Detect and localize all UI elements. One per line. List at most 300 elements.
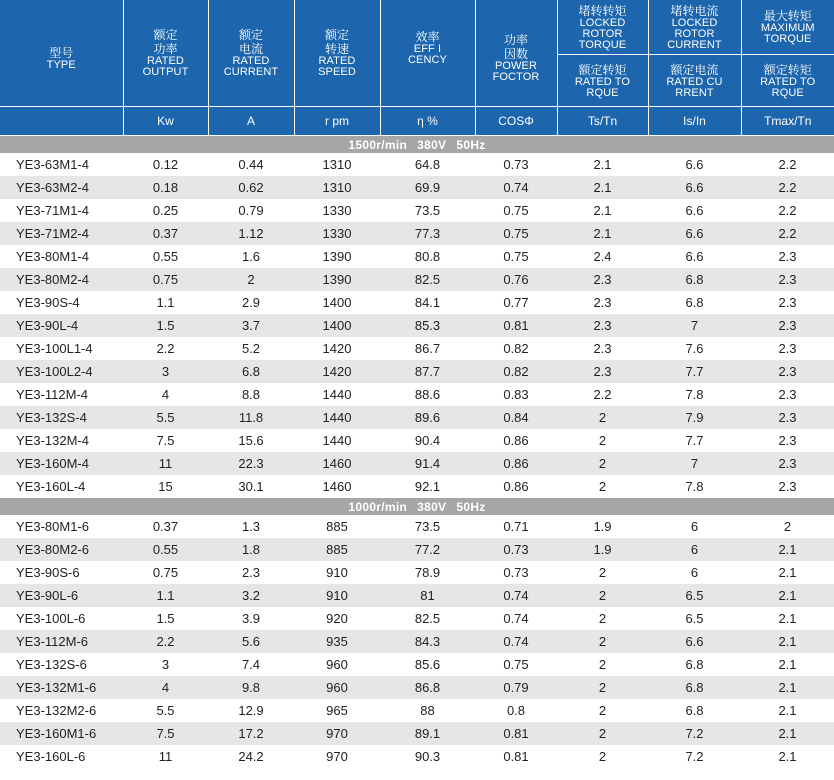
- value-cell: 0.75: [475, 222, 557, 245]
- value-cell: 2.3: [778, 249, 797, 264]
- model-cell: YE3-63M1-4: [16, 157, 89, 172]
- section-header: [0, 498, 834, 515]
- value-cell: 2.1: [778, 611, 797, 626]
- value-cell: 0.81: [475, 722, 557, 745]
- value-cell: 3.7: [208, 314, 294, 337]
- value-cell: 0.79: [238, 203, 264, 218]
- header-rated-output: [123, 0, 208, 107]
- header-output-zh1: 额定: [153, 28, 178, 42]
- unit-lrt: Ts/Tn: [557, 107, 648, 136]
- value-cell: 0.84: [475, 406, 557, 429]
- value-cell: 85.3: [380, 314, 475, 337]
- value-cell: 2.1: [741, 584, 834, 607]
- value-cell: 6.6: [685, 203, 704, 218]
- value-cell: 1.1: [123, 584, 208, 607]
- value-cell: 3: [161, 657, 170, 672]
- table-row: [0, 630, 834, 653]
- section-header-row: [0, 498, 834, 515]
- value-cell: 1.9: [593, 519, 612, 534]
- value-cell: 84.3: [380, 630, 475, 653]
- model-cell: YE3-160M1-6: [0, 722, 123, 745]
- model-cell: YE3-160L-4: [16, 479, 86, 494]
- value-cell: 0.75: [503, 203, 529, 218]
- value-cell: 1390: [322, 249, 352, 264]
- value-cell: 0.37: [123, 222, 208, 245]
- value-cell: 2.1: [778, 565, 797, 580]
- header-eff-en2: CENCY: [407, 54, 447, 66]
- value-cell: 2: [557, 452, 648, 475]
- table-row: [0, 722, 834, 745]
- value-cell: 7.4: [241, 657, 261, 672]
- value-cell: 1420: [294, 360, 380, 383]
- value-cell: 6: [690, 519, 699, 534]
- header-lrt-sub-en2: RQUE: [586, 86, 619, 99]
- value-cell: 4: [161, 387, 170, 402]
- value-cell: 2.3: [741, 268, 834, 291]
- value-cell: 0.37: [152, 519, 179, 534]
- value-cell: 2.3: [741, 406, 834, 429]
- model-cell: YE3-100L1-4: [16, 341, 93, 356]
- header-eff-zh: 效率: [415, 30, 440, 44]
- table-row: [0, 360, 834, 383]
- value-cell: 2.1: [778, 749, 797, 764]
- value-cell: 2.1: [741, 630, 834, 653]
- value-cell: 2.3: [741, 314, 834, 337]
- value-cell: 89.6: [380, 406, 475, 429]
- header-current-en2: CURRENT: [223, 66, 279, 78]
- value-cell: 2: [557, 406, 648, 429]
- value-cell: 12.9: [238, 703, 264, 718]
- value-cell: 2: [557, 676, 648, 699]
- value-cell: 11: [123, 452, 208, 475]
- model-cell: YE3-112M-6: [0, 630, 123, 653]
- value-cell: 89.1: [380, 722, 475, 745]
- value-cell: 0.71: [503, 519, 529, 534]
- section-voltage: 380V: [417, 499, 447, 514]
- header-lrc-en1: LOCKED: [671, 16, 718, 29]
- header-lrt-ratio: [557, 55, 648, 107]
- value-cell: 7.5: [123, 722, 208, 745]
- table-row: [0, 153, 834, 176]
- value-cell: 8.8: [241, 387, 261, 402]
- value-cell: 885: [326, 519, 348, 534]
- value-cell: 3.2: [208, 584, 294, 607]
- value-cell: 2.1: [557, 222, 648, 245]
- header-pf-zh1: 功率: [503, 33, 528, 47]
- header-speed-zh1: 额定: [324, 28, 349, 42]
- value-cell: 960: [326, 657, 348, 672]
- section-voltage: 380V: [417, 137, 447, 152]
- header-efficiency: [380, 0, 475, 107]
- header-pf-en2: FOCTOR: [492, 71, 540, 83]
- value-cell: 1390: [294, 268, 380, 291]
- table-row: [0, 337, 834, 360]
- header-lrc-en2: ROTOR: [674, 27, 715, 40]
- header-speed-zh2: 转速: [324, 42, 349, 56]
- value-cell: 6.5: [648, 584, 741, 607]
- value-cell: 7: [648, 314, 741, 337]
- value-cell: 6.6: [648, 222, 741, 245]
- value-cell: 5.5: [123, 406, 208, 429]
- header-max-zh: 最大转矩: [763, 9, 812, 23]
- table-row: [0, 538, 834, 561]
- value-cell: 2.1: [741, 538, 834, 561]
- model-cell: YE3-90S-4: [16, 295, 80, 310]
- model-cell: YE3-90S-6: [16, 565, 80, 580]
- section-header: [0, 136, 834, 154]
- value-cell: 5.2: [241, 341, 261, 356]
- value-cell: 965: [326, 703, 348, 718]
- header-output-en2: OUTPUT: [142, 66, 189, 78]
- model-cell: YE3-112M-4: [16, 387, 89, 402]
- value-cell: 3.9: [241, 611, 261, 626]
- unit-type: [0, 107, 123, 136]
- header-type-en: TYPE: [46, 58, 76, 71]
- value-cell: 6.6: [648, 176, 741, 199]
- table-row: [0, 475, 834, 498]
- value-cell: 2: [557, 584, 648, 607]
- value-cell: 90.4: [414, 433, 441, 448]
- value-cell: 73.5: [414, 519, 441, 534]
- unit-power-factor: COSΦ: [475, 107, 557, 136]
- value-cell: 0.75: [503, 249, 529, 264]
- model-cell: YE3-132M2-6: [16, 703, 97, 718]
- table-header: [0, 0, 834, 136]
- table-row: [0, 699, 834, 722]
- value-cell: 1460: [322, 479, 352, 494]
- value-cell: 2: [598, 703, 607, 718]
- model-cell: YE3-132S-6: [16, 657, 87, 672]
- header-output-en1: RATED: [147, 55, 184, 67]
- value-cell: 2.2: [593, 387, 612, 402]
- value-cell: 78.9: [414, 565, 441, 580]
- value-cell: 2.3: [778, 387, 797, 402]
- value-cell: 86.7: [414, 341, 441, 356]
- units-row: [0, 107, 834, 136]
- value-cell: 2.9: [241, 295, 261, 310]
- table-row: [0, 245, 834, 268]
- value-cell: 90.3: [414, 749, 441, 764]
- value-cell: 1.1: [156, 295, 175, 310]
- value-cell: 2.3: [778, 479, 797, 494]
- value-cell: 1420: [322, 341, 352, 356]
- table-row: [0, 176, 834, 199]
- unit-output: Kw: [123, 107, 208, 136]
- header-max-sub-zh: 额定转矩: [763, 62, 812, 77]
- value-cell: 1310: [294, 176, 380, 199]
- value-cell: 2.3: [778, 341, 797, 356]
- table-row: [0, 429, 834, 452]
- unit-max: Tmax/Tn: [741, 107, 834, 136]
- value-cell: 0.8: [506, 703, 526, 718]
- header-eff-en1: EFF I: [413, 43, 442, 55]
- model-cell: YE3-71M1-4: [16, 203, 89, 218]
- model-cell: YE3-100L-6: [16, 611, 86, 626]
- value-cell: 2.1: [778, 657, 797, 672]
- value-cell: 5.5: [156, 703, 175, 718]
- value-cell: 2: [598, 479, 607, 494]
- value-cell: 5.6: [208, 630, 294, 653]
- value-cell: 2: [598, 611, 607, 626]
- value-cell: 1400: [322, 295, 352, 310]
- header-pf-en1: POWER: [494, 60, 538, 72]
- value-cell: 0.73: [475, 538, 557, 561]
- value-cell: 82.5: [380, 268, 475, 291]
- value-cell: 1.12: [208, 222, 294, 245]
- model-cell: YE3-71M2-4: [0, 222, 123, 245]
- header-rated-current: [208, 0, 294, 107]
- table-row: [0, 199, 834, 222]
- table-row: [0, 561, 834, 584]
- value-cell: 92.1: [414, 479, 441, 494]
- header-locked-rotor-torque: [557, 0, 648, 55]
- header-lrt-sub-en1: RATED TO: [574, 75, 631, 88]
- value-cell: 88: [420, 703, 435, 718]
- value-cell: 88.6: [414, 387, 441, 402]
- header-current-zh2: 电流: [238, 42, 263, 56]
- table-row: [0, 653, 834, 676]
- header-lrt-zh: 堵转转矩: [578, 3, 627, 18]
- value-cell: 82.5: [414, 611, 441, 626]
- value-cell: 6.8: [648, 268, 741, 291]
- value-cell: 0.75: [123, 268, 208, 291]
- value-cell: 9.8: [208, 676, 294, 699]
- value-cell: 80.8: [414, 249, 441, 264]
- value-cell: 3: [123, 360, 208, 383]
- value-cell: 0.62: [208, 176, 294, 199]
- header-maximum-torque: [741, 0, 834, 55]
- value-cell: 64.8: [414, 157, 441, 172]
- header-current-zh1: 额定: [238, 28, 263, 42]
- value-cell: 6.8: [208, 360, 294, 383]
- value-cell: 2.2: [778, 203, 797, 218]
- value-cell: 0.86: [503, 479, 529, 494]
- header-output-zh2: 功率: [153, 42, 178, 56]
- value-cell: 73.5: [414, 203, 441, 218]
- value-cell: 6.5: [685, 611, 704, 626]
- header-lrc-sub-zh: 额定电流: [670, 62, 719, 77]
- value-cell: 2.2: [778, 157, 797, 172]
- value-cell: 0.25: [152, 203, 179, 218]
- value-cell: 11: [158, 749, 173, 764]
- value-cell: 7.8: [685, 387, 704, 402]
- table-row: [0, 584, 834, 607]
- value-cell: 7.8: [685, 479, 704, 494]
- value-cell: 960: [294, 676, 380, 699]
- value-cell: 7.2: [648, 722, 741, 745]
- value-cell: 81: [380, 584, 475, 607]
- value-cell: 6.8: [685, 657, 704, 672]
- value-cell: 15.6: [238, 433, 264, 448]
- header-max-en2: TORQUE: [764, 33, 812, 45]
- value-cell: 2: [598, 657, 607, 672]
- value-cell: 0.18: [123, 176, 208, 199]
- value-cell: 0.86: [503, 433, 529, 448]
- model-cell: YE3-100L2-4: [0, 360, 123, 383]
- header-current-en1: RATED: [232, 55, 270, 67]
- value-cell: 1440: [322, 387, 352, 402]
- value-cell: 22.3: [208, 452, 294, 475]
- table-row: [0, 607, 834, 630]
- header-lrc-sub-en1: RATED CU: [666, 75, 723, 88]
- value-cell: 2.3: [557, 360, 648, 383]
- model-cell: YE3-80M1-4: [16, 249, 89, 264]
- value-cell: 7: [648, 452, 741, 475]
- value-cell: 1440: [322, 433, 352, 448]
- value-cell: 1330: [294, 222, 380, 245]
- model-cell: YE3-160L-6: [16, 749, 86, 764]
- value-cell: 2: [557, 630, 648, 653]
- unit-lrc: Is/In: [648, 107, 741, 136]
- unit-efficiency: η %: [380, 107, 475, 136]
- header-lrt-en1: LOCKED: [579, 16, 626, 29]
- header-rated-speed: [294, 0, 380, 107]
- value-cell: 7.5: [156, 433, 175, 448]
- table-row: [0, 222, 834, 245]
- value-cell: 7.7: [685, 433, 704, 448]
- value-cell: 2.3: [557, 268, 648, 291]
- value-cell: 15: [158, 479, 173, 494]
- value-cell: 935: [294, 630, 380, 653]
- value-cell: 1.8: [208, 538, 294, 561]
- value-cell: 910: [326, 565, 348, 580]
- value-cell: 2.2: [123, 630, 208, 653]
- value-cell: 0.74: [475, 176, 557, 199]
- value-cell: 2.1: [593, 157, 612, 172]
- value-cell: 2.3: [593, 341, 612, 356]
- value-cell: 69.9: [380, 176, 475, 199]
- value-cell: 6.6: [685, 157, 704, 172]
- model-cell: YE3-132M-4: [16, 433, 89, 448]
- value-cell: 2: [598, 433, 607, 448]
- value-cell: 2.3: [741, 360, 834, 383]
- value-cell: 970: [326, 749, 348, 764]
- value-cell: 2.3: [593, 295, 612, 310]
- section-speed: 1000r/min: [348, 499, 408, 514]
- value-cell: 0.55: [123, 538, 208, 561]
- value-cell: 0.44: [238, 157, 264, 172]
- value-cell: 2.3: [778, 295, 797, 310]
- value-cell: 2: [783, 519, 792, 534]
- model-cell: YE3-80M2-4: [0, 268, 123, 291]
- value-cell: 0.86: [475, 452, 557, 475]
- value-cell: 2: [598, 565, 607, 580]
- model-cell: YE3-63M2-4: [0, 176, 123, 199]
- header-max-sub-en1: RATED TO: [760, 75, 816, 88]
- header-speed-en2: SPEED: [318, 66, 356, 78]
- value-cell: 0.74: [475, 584, 557, 607]
- header-type-zh: 型号: [49, 45, 74, 60]
- header-lrc-zh: 堵转电流: [670, 3, 719, 18]
- table-row: [0, 268, 834, 291]
- table-row: [0, 314, 834, 337]
- value-cell: 0.55: [152, 249, 179, 264]
- value-cell: 85.6: [414, 657, 441, 672]
- value-cell: 2.2: [741, 222, 834, 245]
- value-cell: 0.75: [503, 657, 529, 672]
- model-cell: YE3-80M2-6: [0, 538, 123, 561]
- section-speed: 1500r/min: [348, 137, 408, 152]
- value-cell: 2.4: [593, 249, 612, 264]
- value-cell: 6: [690, 565, 699, 580]
- value-cell: 91.4: [380, 452, 475, 475]
- table-row: [0, 676, 834, 699]
- value-cell: 0.83: [503, 387, 529, 402]
- header-max-ratio: [741, 55, 834, 107]
- value-cell: 86.8: [380, 676, 475, 699]
- value-cell: 1440: [294, 406, 380, 429]
- value-cell: 910: [294, 584, 380, 607]
- model-cell: YE3-132M1-6: [0, 676, 123, 699]
- value-cell: 1460: [294, 452, 380, 475]
- value-cell: 2.1: [778, 703, 797, 718]
- table-row: [0, 452, 834, 475]
- section-freq: 50Hz: [456, 499, 486, 514]
- value-cell: 7.2: [685, 749, 704, 764]
- value-cell: 0.75: [152, 565, 179, 580]
- header-pf-zh2: 因数: [503, 47, 528, 61]
- value-cell: 2.1: [741, 722, 834, 745]
- value-cell: 2.2: [741, 176, 834, 199]
- value-cell: 2.3: [241, 565, 261, 580]
- value-cell: 1.5: [123, 314, 208, 337]
- value-cell: 1.6: [241, 249, 261, 264]
- value-cell: 0.82: [503, 341, 529, 356]
- value-cell: 30.1: [238, 479, 264, 494]
- value-cell: 4: [123, 676, 208, 699]
- table-row: [0, 515, 834, 538]
- section-header-row: [0, 136, 834, 154]
- value-cell: 0.73: [503, 157, 529, 172]
- value-cell: 885: [294, 538, 380, 561]
- value-cell: 0.79: [475, 676, 557, 699]
- header-type: [0, 0, 123, 107]
- value-cell: 6.8: [685, 295, 704, 310]
- header-max-sub-en2: RQUE: [771, 86, 804, 99]
- value-cell: 0.74: [503, 611, 529, 626]
- model-cell: YE3-80M1-6: [16, 519, 89, 534]
- section-freq: 50Hz: [456, 137, 486, 152]
- value-cell: 2.1: [557, 176, 648, 199]
- value-cell: 6: [648, 538, 741, 561]
- unit-current: A: [208, 107, 294, 136]
- value-cell: 6.6: [685, 249, 704, 264]
- value-cell: 1400: [294, 314, 380, 337]
- header-lrc-en3: CURRENT: [667, 38, 722, 51]
- value-cell: 0.12: [152, 157, 179, 172]
- value-cell: 0.74: [475, 630, 557, 653]
- header-power-factor: [475, 0, 557, 107]
- header-lrc-ratio: [648, 55, 741, 107]
- value-cell: 2: [208, 268, 294, 291]
- value-cell: 2: [557, 722, 648, 745]
- value-cell: 0.81: [475, 314, 557, 337]
- value-cell: 2.1: [741, 676, 834, 699]
- value-cell: 970: [294, 722, 380, 745]
- value-cell: 2.3: [557, 314, 648, 337]
- value-cell: 1310: [322, 157, 352, 172]
- value-cell: 77.3: [380, 222, 475, 245]
- header-lrt-sub-zh: 额定转矩: [578, 62, 627, 77]
- value-cell: 1.5: [156, 611, 175, 626]
- value-cell: 0.77: [503, 295, 529, 310]
- value-cell: 6.8: [685, 703, 704, 718]
- value-cell: 1330: [322, 203, 352, 218]
- header-lrt-en2: ROTOR: [582, 27, 623, 40]
- value-cell: 2.2: [156, 341, 175, 356]
- value-cell: 2.3: [741, 452, 834, 475]
- header-locked-rotor-current: [648, 0, 741, 55]
